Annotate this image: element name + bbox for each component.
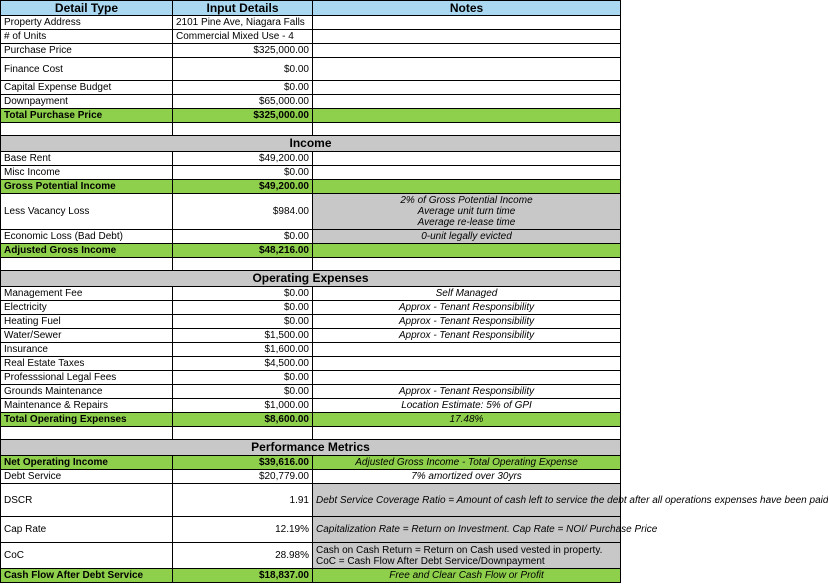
cell-value[interactable]: $1,000.00 (173, 399, 313, 413)
table-row (1, 58, 621, 81)
cell-note[interactable] (313, 357, 621, 371)
cell-value[interactable]: $0.00 (173, 230, 313, 244)
cell-note[interactable] (313, 152, 621, 166)
section-header-income (1, 136, 621, 152)
cell-note[interactable]: 2% of Gross Potential Income Average unit turn time Average re-lease time (313, 194, 621, 230)
cell-label[interactable]: Cap Rate (1, 517, 173, 543)
cell-note[interactable] (313, 58, 621, 81)
blank-row (1, 258, 621, 271)
section-header-performance-metrics (1, 440, 621, 456)
cell-value[interactable]: $984.00 (173, 194, 313, 230)
empty-cell[interactable] (1, 123, 173, 136)
section-title[interactable]: Performance Metrics (1, 440, 621, 456)
cell-value[interactable]: $0.00 (173, 287, 313, 301)
cell-label[interactable]: Misc Income (1, 166, 173, 180)
cell-label[interactable]: Maintenance & Repairs (1, 399, 173, 413)
cell-note[interactable]: Approx - Tenant Responsibility (313, 301, 621, 315)
cell-note[interactable] (313, 95, 621, 109)
table-row (1, 385, 621, 399)
empty-cell[interactable] (1, 258, 173, 271)
header-notes[interactable]: Notes (313, 1, 621, 16)
cell-value[interactable]: $0.00 (173, 301, 313, 315)
cell-note[interactable]: Approx - Tenant Responsibility (313, 315, 621, 329)
total-row (1, 180, 621, 194)
cell-note[interactable]: 17.48% (313, 413, 621, 427)
cell-note[interactable]: Debt Service Coverage Ratio = Amount of cash left to service the debt after all operations expenses have been paid (313, 484, 621, 517)
cell-note[interactable]: 7% amortized over 30yrs (313, 470, 621, 484)
table-row (1, 543, 621, 569)
table-row (1, 44, 621, 58)
cell-label[interactable]: Real Estate Taxes (1, 357, 173, 371)
cell-value[interactable]: $0.00 (173, 315, 313, 329)
table-row (1, 301, 621, 315)
cell-note[interactable] (313, 244, 621, 258)
cell-label[interactable]: Base Rent (1, 152, 173, 166)
table-row (1, 194, 621, 230)
table-row (1, 315, 621, 329)
cell-label[interactable]: Total Purchase Price (1, 109, 173, 123)
cell-label[interactable]: Heating Fuel (1, 315, 173, 329)
empty-cell[interactable] (313, 258, 621, 271)
table-row (1, 152, 621, 166)
cell-note[interactable]: Capitalization Rate = Return on Investment. Cap Rate = NOI/ Purchase Price (313, 517, 621, 543)
cell-value[interactable]: $48,216.00 (173, 244, 313, 258)
header-row (1, 1, 621, 16)
cell-value[interactable]: $0.00 (173, 58, 313, 81)
section-title[interactable]: Operating Expenses (1, 271, 621, 287)
header-detail-type[interactable]: Detail Type (1, 1, 173, 16)
cell-label[interactable]: Adjusted Gross Income (1, 244, 173, 258)
cell-note[interactable] (313, 343, 621, 357)
cell-label[interactable]: Total Operating Expenses (1, 413, 173, 427)
header-input-details[interactable]: Input Details (173, 1, 313, 16)
cell-value[interactable]: 2101 Pine Ave, Niagara Falls (173, 16, 313, 30)
total-row (1, 569, 621, 583)
cell-value[interactable]: $0.00 (173, 166, 313, 180)
cell-note[interactable] (313, 16, 621, 30)
cell-value[interactable]: Commercial Mixed Use - 4 (173, 30, 313, 44)
table-row (1, 371, 621, 385)
cell-label[interactable]: Electricity (1, 301, 173, 315)
cell-label[interactable]: Property Address (1, 16, 173, 30)
table-row (1, 343, 621, 357)
cell-label[interactable]: Less Vacancy Loss (1, 194, 173, 230)
cell-label[interactable]: Insurance (1, 343, 173, 357)
cell-label[interactable]: Professsional Legal Fees (1, 371, 173, 385)
section-title[interactable]: Income (1, 136, 621, 152)
cell-label[interactable]: Purchase Price (1, 44, 173, 58)
cell-value[interactable]: $0.00 (173, 81, 313, 95)
cell-label[interactable]: DSCR (1, 484, 173, 517)
cell-value[interactable]: $0.00 (173, 385, 313, 399)
blank-row (1, 427, 621, 440)
cell-value[interactable]: $49,200.00 (173, 152, 313, 166)
cell-note[interactable] (313, 44, 621, 58)
cell-value[interactable]: $1,600.00 (173, 343, 313, 357)
cell-note[interactable]: Approx - Tenant Responsibility (313, 385, 621, 399)
cell-note[interactable] (313, 30, 621, 44)
cell-label[interactable]: Water/Sewer (1, 329, 173, 343)
cell-note[interactable] (313, 166, 621, 180)
cell-label[interactable]: Gross Potential Income (1, 180, 173, 194)
cell-value[interactable]: 28.98% (173, 543, 313, 569)
table-row (1, 166, 621, 180)
empty-cell[interactable] (173, 123, 313, 136)
cell-note[interactable]: Free and Clear Cash Flow or Profit (313, 569, 621, 583)
cell-value[interactable]: $0.00 (173, 371, 313, 385)
cell-value[interactable]: $1,500.00 (173, 329, 313, 343)
cell-note[interactable]: Location Estimate: 5% of GPI (313, 399, 621, 413)
empty-cell[interactable] (173, 427, 313, 440)
cell-value[interactable]: $325,000.00 (173, 44, 313, 58)
cell-value[interactable]: $4,500.00 (173, 357, 313, 371)
table-row (1, 484, 621, 517)
table-row (1, 81, 621, 95)
cell-note[interactable]: Self Managed (313, 287, 621, 301)
table-row (1, 95, 621, 109)
total-row (1, 413, 621, 427)
table-row (1, 470, 621, 484)
table-row (1, 16, 621, 30)
table-row (1, 329, 621, 343)
empty-cell[interactable] (313, 427, 621, 440)
cell-label[interactable]: Management Fee (1, 287, 173, 301)
cell-value[interactable]: $39,616.00 (173, 456, 313, 470)
total-row (1, 244, 621, 258)
cell-note[interactable] (313, 81, 621, 95)
cell-value[interactable]: $65,000.00 (173, 95, 313, 109)
cell-value[interactable]: $325,000.00 (173, 109, 313, 123)
table-row (1, 30, 621, 44)
cell-label[interactable]: Capital Expense Budget (1, 81, 173, 95)
cell-label[interactable]: Finance Cost (1, 58, 173, 81)
table-row (1, 517, 621, 543)
cell-label[interactable]: Economic Loss (Bad Debt) (1, 230, 173, 244)
table-row (1, 357, 621, 371)
cell-label[interactable]: Grounds Maintenance (1, 385, 173, 399)
empty-cell[interactable] (1, 427, 173, 440)
table-row (1, 399, 621, 413)
cell-note[interactable] (313, 371, 621, 385)
cell-note[interactable] (313, 180, 621, 194)
total-row (1, 456, 621, 470)
empty-cell[interactable] (313, 123, 621, 136)
blank-row (1, 123, 621, 136)
cell-value[interactable]: $20,779.00 (173, 470, 313, 484)
empty-cell[interactable] (173, 258, 313, 271)
cell-label[interactable]: Cash Flow After Debt Service (1, 569, 173, 583)
table-row (1, 287, 621, 301)
cell-value[interactable]: 1.91 (173, 484, 313, 517)
cell-note[interactable]: Adjusted Gross Income - Total Operating Expense (313, 456, 621, 470)
cell-label[interactable]: Net Operating Income (1, 456, 173, 470)
cell-label[interactable]: Debt Service (1, 470, 173, 484)
cell-value[interactable]: $49,200.00 (173, 180, 313, 194)
section-header-operating-expenses (1, 271, 621, 287)
cell-label[interactable]: Downpayment (1, 95, 173, 109)
cell-value[interactable]: $8,600.00 (173, 413, 313, 427)
table-row (1, 230, 621, 244)
cell-note[interactable]: Approx - Tenant Responsibility (313, 329, 621, 343)
cell-label[interactable]: CoC (1, 543, 173, 569)
total-row (1, 109, 621, 123)
cell-label[interactable]: # of Units (1, 30, 173, 44)
cell-value[interactable]: 12.19% (173, 517, 313, 543)
cell-note[interactable]: 0-unit legally evicted (313, 230, 621, 244)
cell-note[interactable] (313, 109, 621, 123)
cell-note[interactable]: Cash on Cash Return = Return on Cash used vested in property. CoC = Cash Flow After Debt Service/Downpayment (313, 543, 621, 569)
cell-value[interactable]: $18,837.00 (173, 569, 313, 583)
